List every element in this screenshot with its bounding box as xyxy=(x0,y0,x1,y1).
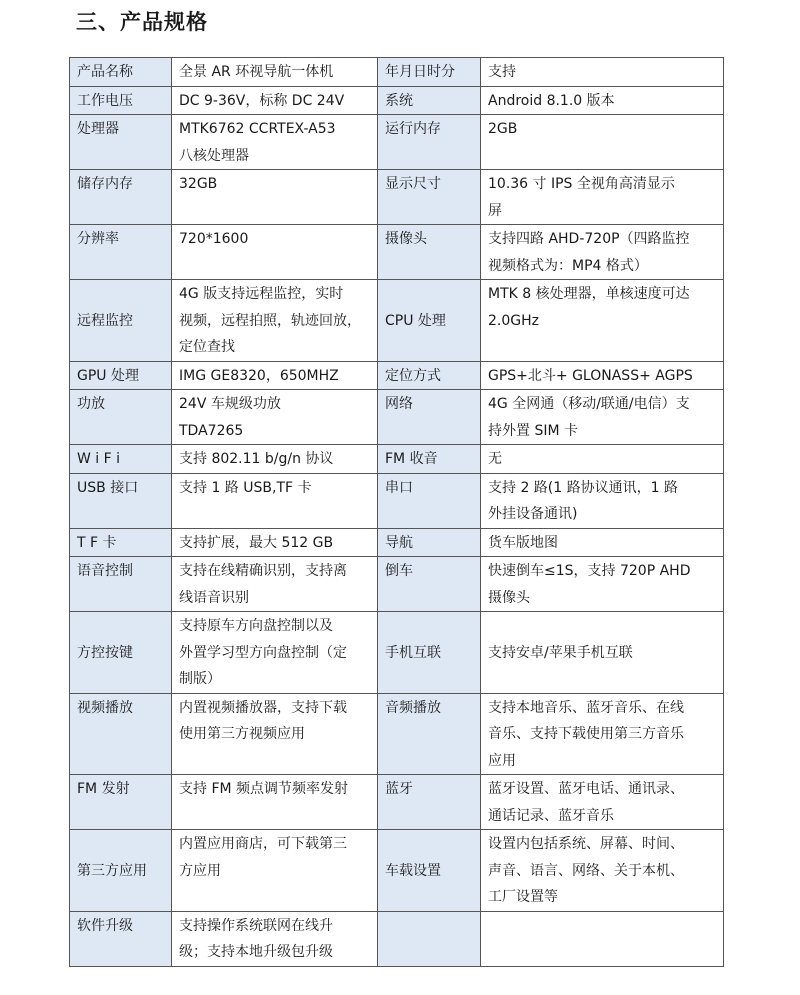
spec-value: 支持 FM 频点调节频率发射 xyxy=(172,775,378,830)
spec-value: 支持 802.11 b/g/n 协议 xyxy=(172,445,378,474)
spec-value: 蓝牙设置、蓝牙电话、通讯录、 通话记录、蓝牙音乐 xyxy=(481,775,724,830)
spec-value: 32GB xyxy=(172,170,378,225)
spec-label: 音频播放 xyxy=(378,693,481,775)
spec-row xyxy=(70,473,724,528)
spec-value: 24V 车规级功放 TDA7265 xyxy=(172,390,378,445)
spec-value: 10.36 寸 IPS 全视角高清显示 屏 xyxy=(481,170,724,225)
spec-label: 倒车 xyxy=(378,557,481,612)
spec-label: 系统 xyxy=(378,86,481,115)
spec-value xyxy=(481,911,724,966)
spec-value: 支持扩展，最大 512 GB xyxy=(172,528,378,557)
spec-value: 2GB xyxy=(481,115,724,170)
spec-label: 摄像头 xyxy=(378,225,481,280)
spec-label: 产品名称 xyxy=(70,58,172,87)
spec-value: 设置内包括系统、屏幕、时间、 声音、语言、网络、关于本机、 工厂设置等 xyxy=(481,830,724,912)
spec-label: 运行内存 xyxy=(378,115,481,170)
section-title: 三、产品规格 xyxy=(76,10,208,34)
spec-value: 支持操作系统联网在线升 级；支持本地升级包升级 xyxy=(172,911,378,966)
spec-value: 内置应用商店，可下载第三 方应用 xyxy=(172,830,378,912)
spec-table-body xyxy=(70,58,724,967)
spec-row xyxy=(70,911,724,966)
spec-label: 定位方式 xyxy=(378,361,481,390)
spec-row xyxy=(70,528,724,557)
spec-row xyxy=(70,830,724,912)
spec-value: 支持 1 路 USB,TF 卡 xyxy=(172,473,378,528)
spec-label: 储存内存 xyxy=(70,170,172,225)
spec-value: 支持 xyxy=(481,58,724,87)
spec-value: IMG GE8320，650MHZ xyxy=(172,361,378,390)
spec-row xyxy=(70,557,724,612)
spec-label: 语音控制 xyxy=(70,557,172,612)
spec-value: 支持四路 AHD-720P（四路监控 视频格式为：MP4 格式） xyxy=(481,225,724,280)
spec-label: 分辨率 xyxy=(70,225,172,280)
spec-row xyxy=(70,775,724,830)
spec-label: W i F i xyxy=(70,445,172,474)
spec-value: MTK 8 核处理器，单核速度可达 2.0GHz xyxy=(481,280,724,362)
spec-label: 车载设置 xyxy=(378,830,481,912)
spec-value: 4G 全网通（移动/联通/电信）支 持外置 SIM 卡 xyxy=(481,390,724,445)
spec-value: 货车版地图 xyxy=(481,528,724,557)
spec-label: 视频播放 xyxy=(70,693,172,775)
spec-label: 处理器 xyxy=(70,115,172,170)
spec-value: 支持 2 路(1 路协议通讯，1 路 外挂设备通讯) xyxy=(481,473,724,528)
spec-row xyxy=(70,445,724,474)
spec-row xyxy=(70,115,724,170)
spec-label: 蓝牙 xyxy=(378,775,481,830)
spec-label: 年月日时分 xyxy=(378,58,481,87)
spec-value: Android 8.1.0 版本 xyxy=(481,86,724,115)
spec-value: DC 9-36V，标称 DC 24V xyxy=(172,86,378,115)
spec-label: 软件升级 xyxy=(70,911,172,966)
spec-label xyxy=(378,911,481,966)
spec-row xyxy=(70,86,724,115)
spec-label: 导航 xyxy=(378,528,481,557)
spec-value: 支持原车方向盘控制以及 外置学习型方向盘控制（定 制版） xyxy=(172,612,378,694)
spec-value: 快速倒车≤1S，支持 720P AHD 摄像头 xyxy=(481,557,724,612)
spec-row xyxy=(70,693,724,775)
spec-value: 全景 AR 环视导航一体机 xyxy=(172,58,378,87)
spec-label: 显示尺寸 xyxy=(378,170,481,225)
spec-value: 支持在线精确识别，支持离 线语音识别 xyxy=(172,557,378,612)
spec-value: 内置视频播放器，支持下载 使用第三方视频应用 xyxy=(172,693,378,775)
spec-row xyxy=(70,225,724,280)
spec-value: 支持本地音乐、蓝牙音乐、在线 音乐、支持下载使用第三方音乐 应用 xyxy=(481,693,724,775)
spec-label: 第三方应用 xyxy=(70,830,172,912)
spec-row xyxy=(70,170,724,225)
spec-row xyxy=(70,612,724,694)
spec-value: 无 xyxy=(481,445,724,474)
spec-label: GPU 处理 xyxy=(70,361,172,390)
spec-label: USB 接口 xyxy=(70,473,172,528)
spec-label: 串口 xyxy=(378,473,481,528)
spec-row xyxy=(70,390,724,445)
spec-row xyxy=(70,280,724,362)
spec-value: GPS+北斗+ GLONASS+ AGPS xyxy=(481,361,724,390)
spec-label: CPU 处理 xyxy=(378,280,481,362)
spec-row xyxy=(70,361,724,390)
spec-table xyxy=(69,57,724,967)
spec-label: 远程监控 xyxy=(70,280,172,362)
spec-label: 功放 xyxy=(70,390,172,445)
spec-row xyxy=(70,58,724,87)
spec-label: FM 发射 xyxy=(70,775,172,830)
spec-value: 4G 版支持远程监控，实时 视频，远程拍照，轨迹回放， 定位查找 xyxy=(172,280,378,362)
spec-value: 720*1600 xyxy=(172,225,378,280)
spec-label: 工作电压 xyxy=(70,86,172,115)
spec-value: 支持安卓/苹果手机互联 xyxy=(481,612,724,694)
spec-label: 手机互联 xyxy=(378,612,481,694)
spec-label: 方控按键 xyxy=(70,612,172,694)
spec-label: 网络 xyxy=(378,390,481,445)
spec-label: T F 卡 xyxy=(70,528,172,557)
spec-value: MTK6762 CCRTEX-A53 八核处理器 xyxy=(172,115,378,170)
spec-label: FM 收音 xyxy=(378,445,481,474)
